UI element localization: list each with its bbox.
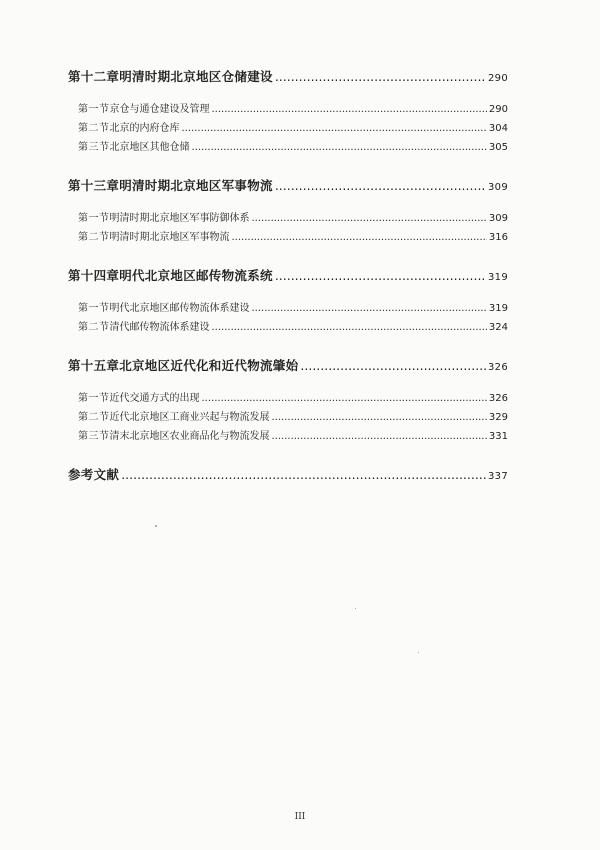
dot-leader	[121, 464, 486, 486]
chapter-page: 309	[488, 182, 508, 193]
toc-section-15-1[interactable]	[68, 389, 508, 408]
chapter-title: 明清时期北京地区仓储建设	[119, 69, 273, 84]
dot-leader	[275, 265, 486, 287]
section-title: 北京地区其他仓储	[109, 142, 190, 153]
section-number: 第一节	[78, 393, 110, 404]
scan-speck	[418, 652, 419, 653]
dot-leader	[212, 318, 487, 337]
section-page: 309	[488, 213, 508, 224]
section-title: 明代北京地区邮传物流体系建设	[109, 303, 250, 314]
dot-leader	[252, 209, 487, 228]
dot-leader	[192, 138, 487, 157]
toc-section-14-1[interactable]	[68, 299, 508, 318]
toc-section-12-1[interactable]	[68, 100, 508, 119]
dot-leader	[272, 427, 487, 446]
section-number: 第一节	[78, 104, 110, 115]
section-page: 305	[488, 142, 508, 153]
chapter-title: 明清时期北京地区军事物流	[119, 178, 273, 193]
section-title: 京仓与通仓建设及管理	[109, 104, 210, 115]
section-number: 第二节	[78, 412, 110, 423]
toc-chapter-15[interactable]	[68, 355, 508, 377]
section-title: 近代北京地区工商业兴起与物流发展	[109, 412, 270, 423]
toc-section-14-2[interactable]	[68, 318, 508, 337]
section-title: 近代交通方式的出现	[109, 393, 200, 404]
dot-leader	[300, 355, 486, 377]
table-of-contents	[68, 66, 508, 486]
chapter-page: 326	[488, 362, 508, 373]
references-page: 337	[488, 471, 508, 482]
section-title: 清代邮传物流体系建设	[109, 322, 210, 333]
scan-speck	[355, 608, 356, 609]
section-title: 明清时期北京地区军事防御体系	[109, 213, 250, 224]
section-page: 331	[488, 431, 508, 442]
chapter-number: 第十三章	[68, 178, 120, 193]
dot-leader	[252, 299, 487, 318]
dot-leader	[182, 119, 487, 138]
dot-leader	[212, 100, 487, 119]
toc-section-12-2[interactable]	[68, 119, 508, 138]
toc-section-13-1[interactable]	[68, 209, 508, 228]
toc-section-15-3[interactable]	[68, 427, 508, 446]
section-title: 清末北京地区农业商品化与物流发展	[109, 431, 270, 442]
chapter-number: 第十二章	[68, 69, 120, 84]
page-number: III	[294, 812, 306, 822]
toc-chapter-12[interactable]	[68, 66, 508, 88]
section-title: 北京的内府仓库	[109, 123, 180, 134]
chapter-page: 319	[488, 272, 508, 283]
chapter-page: 290	[488, 73, 508, 84]
section-page: 290	[488, 104, 508, 115]
section-number: 第三节	[78, 431, 110, 442]
section-number: 第一节	[78, 303, 110, 314]
dot-leader	[272, 408, 487, 427]
dot-leader	[232, 228, 487, 247]
section-number: 第二节	[78, 123, 110, 134]
references-title: 参考文献	[68, 467, 120, 482]
section-number: 第三节	[78, 142, 110, 153]
section-page: 326	[488, 393, 508, 404]
chapter-number: 第十五章	[68, 358, 120, 373]
section-page: 324	[488, 322, 508, 333]
scan-speck	[155, 525, 157, 527]
dot-leader	[202, 389, 487, 408]
section-page: 316	[488, 232, 508, 243]
section-number: 第二节	[78, 232, 110, 243]
section-page: 304	[488, 123, 508, 134]
dot-leader	[275, 66, 486, 88]
section-number: 第一节	[78, 213, 110, 224]
toc-chapter-13[interactable]	[68, 175, 508, 197]
section-title: 明清时期北京地区军事物流	[109, 232, 230, 243]
chapter-title: 北京地区近代化和近代物流肇始	[119, 358, 299, 373]
chapter-title: 明代北京地区邮传物流系统	[119, 268, 273, 283]
section-number: 第二节	[78, 322, 110, 333]
section-page: 319	[488, 303, 508, 314]
toc-section-12-3[interactable]	[68, 138, 508, 157]
toc-chapter-14[interactable]	[68, 265, 508, 287]
toc-section-13-2[interactable]	[68, 228, 508, 247]
toc-references[interactable]	[68, 464, 508, 486]
dot-leader	[275, 175, 486, 197]
toc-section-15-2[interactable]	[68, 408, 508, 427]
chapter-number: 第十四章	[68, 268, 120, 283]
section-page: 329	[488, 412, 508, 423]
